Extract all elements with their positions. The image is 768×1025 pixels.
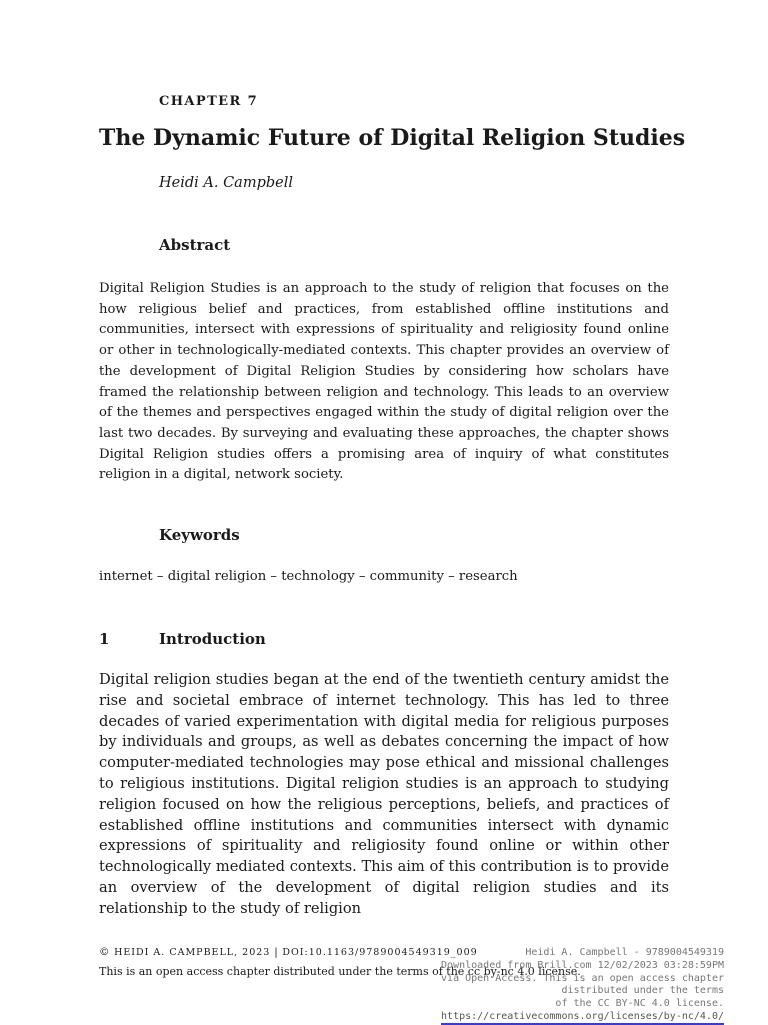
- stamp-line-license: of the CC BY-NC 4.0 license.: [555, 998, 724, 1010]
- copyright-symbol: ©: [99, 946, 111, 958]
- chapter-title: The Dynamic Future of Digital Religion Studies: [99, 125, 686, 151]
- copyright-holder: HEIDI A. CAMPBELL, 2023: [114, 947, 271, 958]
- doi: DOI:10.1163/9789004549319_009: [282, 947, 478, 958]
- license-notice: This is an open access chapter distributed under the terms of the cc by-nc 4.0 license.: [99, 965, 581, 978]
- author-name: Heidi A. Campbell: [159, 175, 293, 191]
- chapter-label: CHAPTER 7: [159, 94, 259, 109]
- keywords-heading: Keywords: [159, 526, 240, 544]
- section-title: Introduction: [159, 630, 266, 648]
- download-stamp: [394, 947, 724, 1024]
- section-body-text: Digital religion studies began at the end of the twentieth century amidst the rise and societal embrace of internet technology. This has led to three decades of varied experimentation with digital media for religious purposes by individuals and groups, as well as debates concerning the impact of how computer-mediated technologies may pose ethical and missional challenges to religious institutions. Digital religion studies is an approach to studying religion focused on how the religious perceptions, beliefs, and practices of established offline institutions and communities intersect with dynamic expressions of spirituality and religiosity found online or within other technologically mediated contexts. This aim of this contribution is to provide an overview of the development of digital religion studies and its relationship to the study of religion: [99, 671, 669, 917]
- license-link[interactable]: https://creativecommons.org/licenses/by-nc/4.0/: [441, 1011, 724, 1025]
- stamp-line-access: via Open Access. This is an open access chapter distributed under the terms: [441, 972, 724, 997]
- abstract-heading: Abstract: [159, 236, 231, 254]
- keywords-list: internet – digital religion – technology – community – research: [99, 569, 518, 584]
- copyright-separator: |: [274, 946, 279, 958]
- abstract-text: Digital Religion Studies is an approach to the study of religion that focuses on the how religious belief and practices, from established offline institutions and communities, intersect with expressions of spirituality and religiosity found online or other in technologically-mediated contexts. This chapter provides an overview of the development of Digital Religion Studies by considering how scholars have framed the relationship between religion and technology. This leads to an overview of the themes and perspectives engaged within the study of digital religion over the last two decades. By surveying and evaluating these approaches, the chapter shows Digital Religion studies offers a promising area of inquiry of what constitutes religion in a digital, network society.: [99, 281, 669, 483]
- stamp-line-download: Downloaded from Brill.com 12/02/2023 03:28:59PM: [441, 959, 724, 971]
- section-number: 1: [99, 630, 110, 648]
- stamp-line-author: Heidi A. Campbell - 9789004549319: [525, 947, 724, 958]
